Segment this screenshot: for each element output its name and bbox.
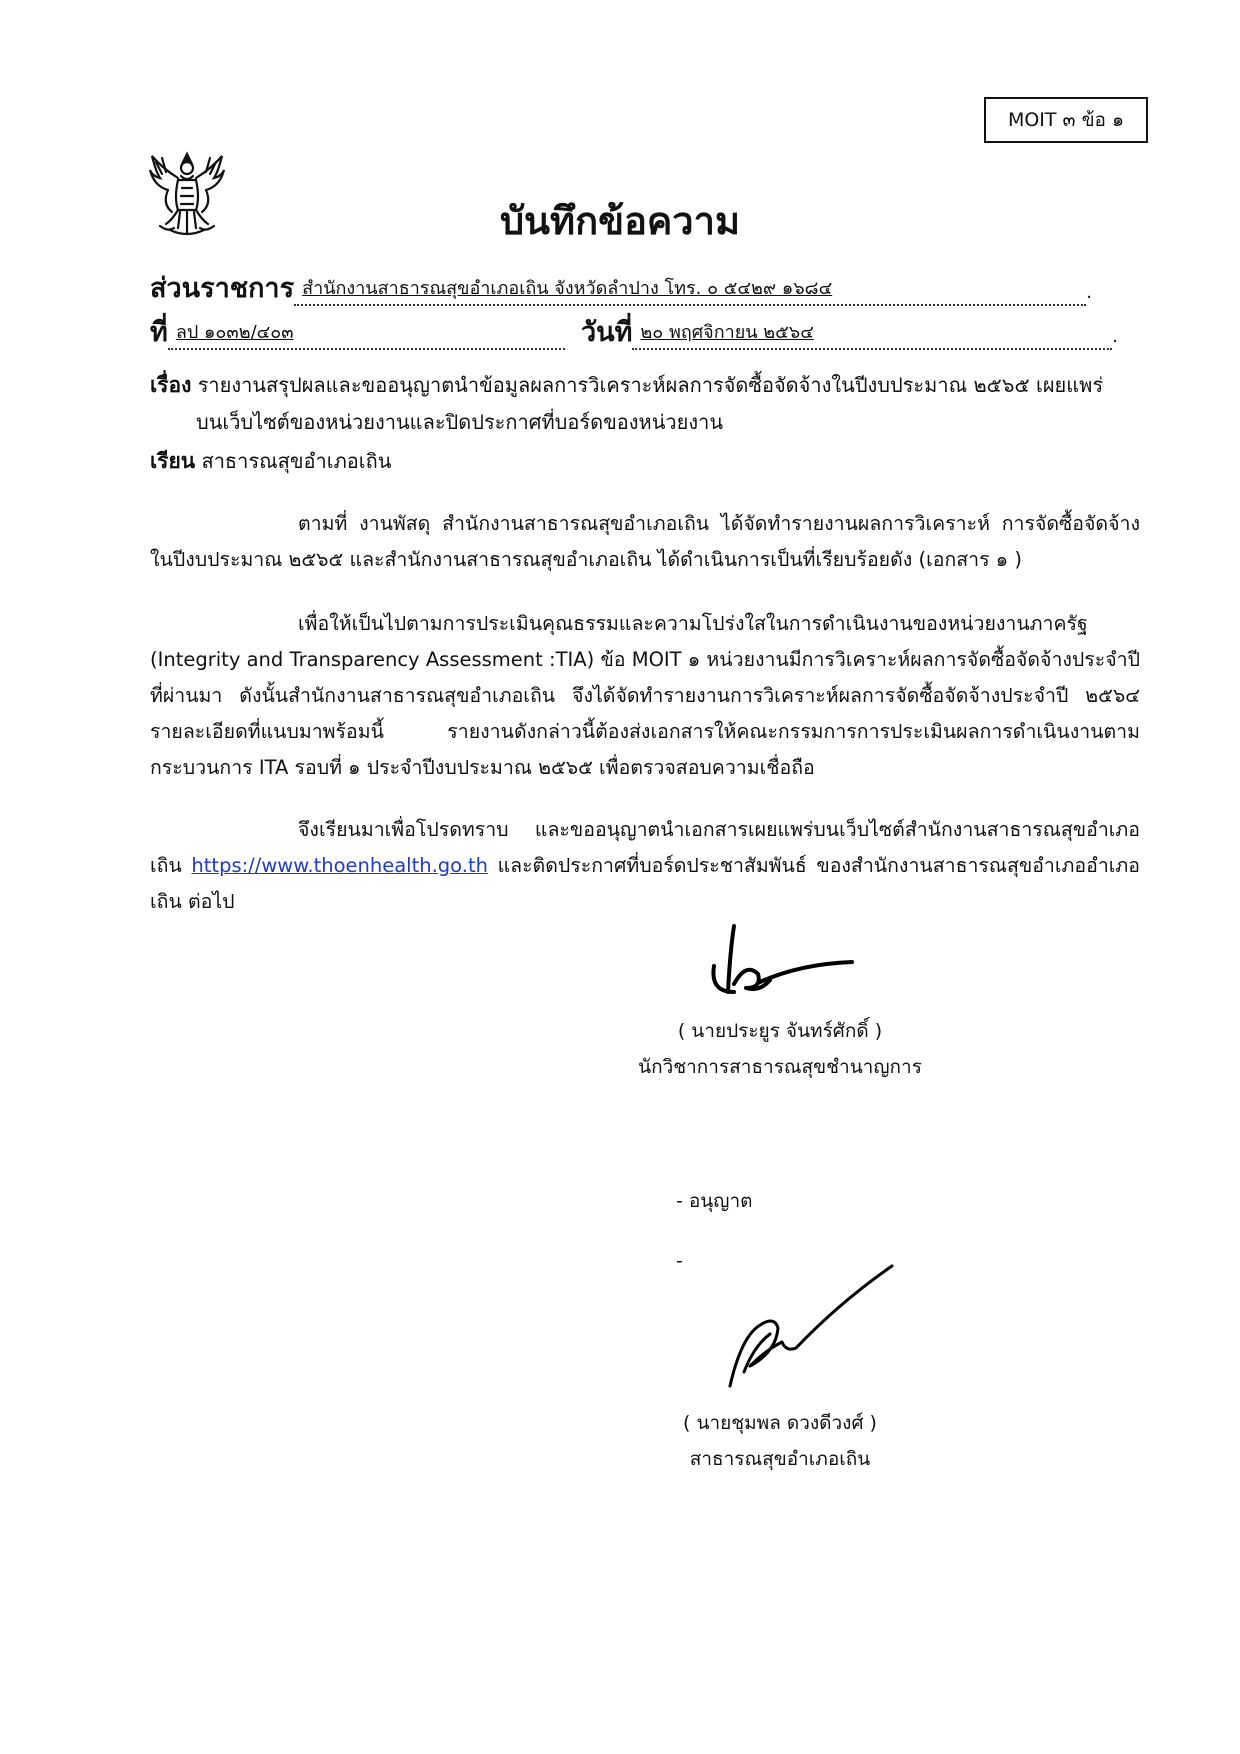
- website-link[interactable]: https://www.thoenhealth.go.th: [191, 854, 488, 877]
- date-value: ๒๐ พฤศจิกายน ๒๕๖๔: [632, 320, 1112, 350]
- body-paragraph-2: [150, 606, 1140, 786]
- para3-text-end: และติดประกาศที่บอร์ดประชาสัมพันธ์ ของสำนักงานสาธารณสุขอำเภออำเภอเถิน ต่อไป: [150, 854, 1141, 913]
- date-end-dot: .: [1112, 326, 1118, 347]
- memo-title: บันทึกข้อความ: [499, 199, 741, 243]
- signatory-2-position: สาธารณสุขอำเภอเถิน: [689, 1448, 871, 1470]
- department-value: สำนักงานสาธารณสุขอำเภอเถิน จังหวัดลำปาง โทร. ๐ ๕๔๒๙ ๑๖๘๔: [294, 276, 1086, 306]
- signatory-1-position: นักวิชาการสาธารณสุขชำนาญการ: [638, 1056, 922, 1078]
- para2-text: เพื่อให้เป็นไปตามการประเมินคุณธรรมและความโปร่งใสในการดำเนินงานของหน่วยงานภาครัฐ (Integrity and Transparency Assessment :TIA) ข้อ MOIT ๑ หน่วยงานมีการวิเคราะห์ผลการจัดซื้อจัดจ้างประจำปีที่ผ่านมา ดังนั้นสำนักงานสาธารณสุขอำเภอเถิน จึงได้จัดทำรายงานการวิเคราะห์ผลการจัดซื้อจัดจ้างประจำปี ๒๕๖๔ รายละเอียดที่แนบมาพร้อมนี้ รายงานดังกล่าวนี้ต้องส่งเอกสารให้คณะกรรมการการประเมินผลการดำเนินงานตามกระบวนการ ITA รอบที่ ๑ ประจำปีงบประมาณ ๒๕๖๕ เพื่อตรวจสอบความเชื่อถือ: [150, 612, 1140, 779]
- form-tag-box: MOIT ๓ ข้อ ๑: [984, 97, 1148, 143]
- subject-text-1: รายงานสรุปผลและขออนุญาตนำข้อมูลผลการวิเคราะห์ผลการจัดซื้อจัดจ้างในปีงบประมาณ ๒๕๖๕ เผยแพร่: [197, 373, 1104, 397]
- para1-text: ตามที่ งานพัสดุ สำนักงานสาธารณสุขอำเภอเถิน ได้จัดทำรายงานผลการวิเคราะห์ การจัดซื้อจัดจ้างในปีงบประมาณ ๒๕๖๕ และสำนักงานสาธารณสุขอำเภอเถิน ได้ดำเนินการเป็นที่เรียบร้อยดัง (เอกสาร ๑ ): [150, 512, 1140, 571]
- para3-text-start: จึงเรียนมาเพื่อโปรดทราบ และขออนุญาตนำเอกสารเผยแพร่บนเว็บไซต์สำนักงานสาธารณสุขอำเภอเถิน: [150, 818, 1140, 877]
- signature-2-image: [720, 1262, 900, 1392]
- subject-label: เรื่อง: [150, 373, 192, 397]
- body-paragraph-1: [150, 506, 1140, 578]
- subject-block: [150, 367, 1140, 480]
- signature-1-image: [700, 922, 860, 1002]
- date-label: วันที่: [581, 317, 633, 348]
- signatory-2-name: ( นายชุมพล ดวงดีวงศ์ ): [683, 1412, 877, 1434]
- ref-row: [150, 316, 565, 350]
- subject-line-1: [150, 367, 1140, 404]
- to-line: [150, 443, 1140, 480]
- department-label: ส่วนราชการ: [150, 273, 295, 304]
- to-value: สาธารณสุขอำเภอเถิน: [201, 449, 392, 473]
- department-row: [150, 272, 1092, 306]
- date-row: [581, 316, 1118, 350]
- department-end-dot: .: [1086, 282, 1092, 303]
- to-label: เรียน: [150, 449, 196, 473]
- subject-text-2: บนเว็บไซต์ของหน่วยงานและปิดประกาศที่บอร์ดของหน่วยงาน: [196, 410, 724, 434]
- approval-note-2: -: [676, 1250, 683, 1272]
- ref-label: ที่: [150, 317, 168, 348]
- body-paragraph-3: [150, 812, 1140, 920]
- ref-value: ลป ๑๐๓๒/๔๐๓: [168, 320, 565, 350]
- approval-note-1: - อนุญาต: [676, 1190, 753, 1212]
- signatory-1-name: ( นายประยูร จันทร์ศักดิ์ ): [677, 1020, 883, 1042]
